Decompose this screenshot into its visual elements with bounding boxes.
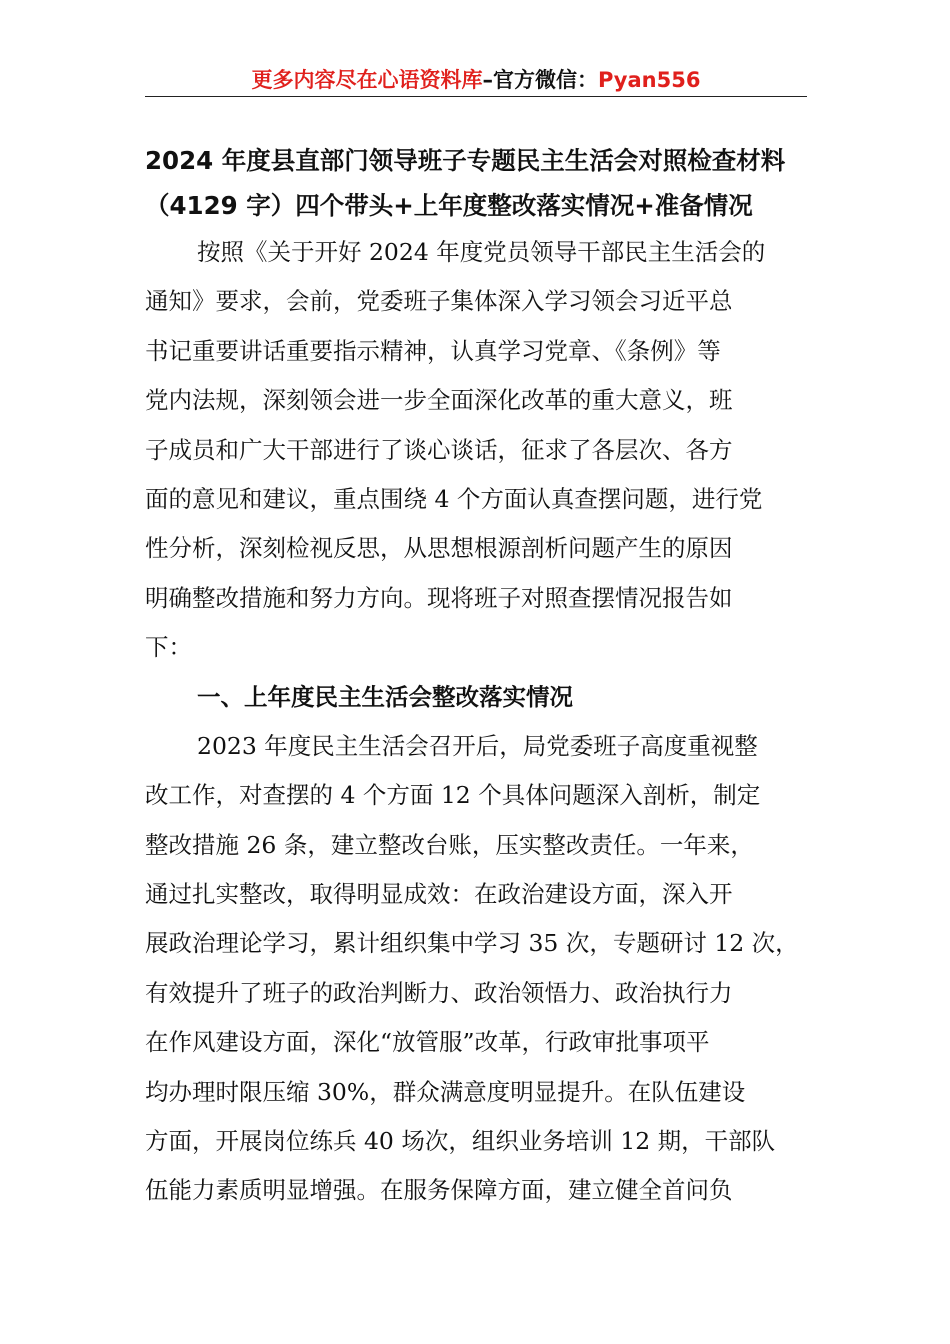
intro-line: 明确整改措施和努力方向。现将班子对照查摆情况报告如 — [145, 583, 733, 612]
intro-line: 按照《关于开好 2024 年度党员领导干部民主生活会的 — [197, 238, 766, 266]
intro-line: 下： — [145, 633, 192, 662]
intro-line: 性分析，深刻检视反思，从思想根源剖析问题产生的原因 — [145, 534, 733, 563]
intro-line: 子成员和广大干部进行了谈心谈话，征求了各层次、各方 — [145, 435, 733, 464]
title-line-2: （4129 字）四个带头+上年度整改落实情况+准备情况 — [145, 191, 753, 220]
section-line: 伍能力素质明显增强。在服务保障方面，建立健全首问负 — [145, 1176, 733, 1205]
section-line: 2023 年度民主生活会召开后，局党委班子高度重视整 — [197, 731, 758, 760]
section-heading: 一、上年度民主生活会整改落实情况 — [197, 682, 573, 711]
page-header — [145, 66, 807, 94]
section-line: 方面，开展岗位练兵 40 场次，组织业务培训 12 期，干部队 — [145, 1127, 776, 1156]
title-line-1: 2024 年度县直部门领导班子专题民主生活会对照检查材料 — [145, 146, 786, 175]
header-wechat-label: –官方微信： — [482, 68, 599, 92]
section-line: 改工作，对查摆的 4 个方面 12 个具体问题深入剖析，制定 — [145, 781, 761, 810]
section-line: 均办理时限压缩 30%，群众满意度明显提升。在队伍建设 — [145, 1077, 746, 1106]
section-line: 通过扎实整改，取得明显成效：在政治建设方面，深入开 — [145, 880, 733, 909]
document-title — [145, 138, 807, 228]
section-line: 有效提升了班子的政治判断力、政治领悟力、政治执行力 — [145, 978, 733, 1007]
header-promo-text: 更多内容尽在心语资料库 — [251, 68, 483, 92]
section-line: 整改措施 26 条，建立整改台账，压实整改责任。一年来， — [145, 830, 754, 859]
intro-line: 通知》要求，会前，党委班子集体深入学习领会习近平总 — [145, 287, 733, 316]
intro-line: 书记重要讲话重要指示精神，认真学习党章、《条例》等 — [145, 336, 721, 365]
document-body — [145, 228, 807, 1216]
header-divider — [145, 96, 807, 97]
intro-line: 党内法规，深刻领会进一步全面深化改革的重大意义，班 — [145, 386, 733, 415]
intro-line: 面的意见和建议，重点围绕 4 个方面认真查摆问题，进行党 — [145, 484, 763, 513]
header-wechat-id: Pyan556 — [598, 68, 701, 92]
section-line: 在作风建设方面，深化“放管服”改革，行政审批事项平 — [145, 1028, 710, 1057]
section-line: 展政治理论学习，累计组织集中学习 35 次，专题研讨 12 次， — [145, 929, 799, 958]
